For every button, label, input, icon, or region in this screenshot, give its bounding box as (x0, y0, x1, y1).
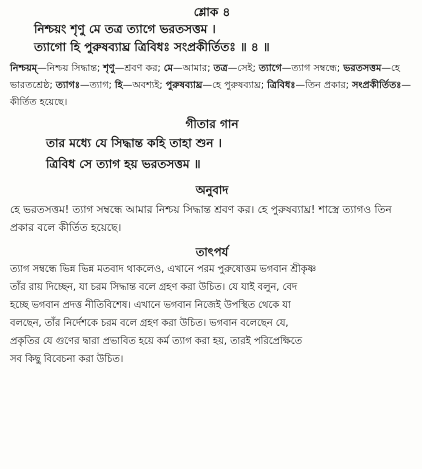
synonym-item: মে—আমার; (163, 63, 214, 74)
synonym-item: হি—অবশ্যই; (114, 80, 166, 91)
song-heading: গীতার গান (185, 117, 239, 131)
purport-heading: তাৎপর্য (195, 245, 229, 259)
purport-line: সব কিছু বিবেচনা করা উচিত। (10, 354, 124, 365)
purport-line: ত্যাগ সম্বন্ধে ভিন্ন ভিন্ন মতবাদ থাকলেও, এখানে পরম পুরুষোত্তম ভগবান শ্রীকৃষ্ণ (10, 264, 316, 275)
song-line-2: ত্রিবিধ সে ত্যাগ হয় ভরতসত্তম ॥ (46, 157, 201, 171)
synonyms-block (10, 60, 414, 111)
purport-line: তাঁর রায় দিচ্ছেন, যা চরম সিদ্ধান্ত বলে গ্রহণ করা উচিত। যে যাই বলুন, বেদ (10, 282, 298, 293)
verse-line-1: নিশ্চয়ং শৃণু মে তত্র ত্যাগে ভরতসত্তম । (34, 22, 216, 36)
synonym-item: পুরুষব্যাঘ্র—হে পুরুষব্যাঘ্র; (165, 80, 268, 91)
synonym-item: ত্রিবিধঃ—তিন প্রকার; (267, 80, 353, 91)
translation-heading: অনুবাদ (195, 183, 229, 197)
song-line-1: তার মধ্যে যে সিদ্ধান্ত কহি তাহা শুন । (46, 136, 222, 150)
synonym-item: ত্যাগঃ—ত্যাগ; (55, 80, 115, 91)
purport-line: প্রকৃতির যে গুণের দ্বারা প্রভাবিত হয়ে কর্ম ত্যাগ করা হয়, তারই পরিপ্রেক্ষিতে (10, 336, 302, 347)
verse-heading: শ্লোক ৪ (193, 5, 231, 19)
synonym-item: নিশ্চয়ম্—নিশ্চয় সিদ্ধান্ত; (10, 63, 104, 74)
purport-line: হচ্ছে ভগবান প্রদত্ত নীতিবিশেষ। এখানে ভগবান নিজেই উপস্থিত থেকে যা (10, 300, 291, 311)
synonym-item: ভরতসত্তম—হে ভারতশ্রেষ্ঠ; (10, 63, 400, 91)
verse-line-2: ত্যাগো হি পুরুষব্যাঘ্র ত্রিবিধঃ সংপ্রকীর্তিতঃ ॥ ৪ ॥ (34, 40, 270, 54)
synonym-item: শৃণু—শ্রবণ কর; (103, 63, 164, 74)
synonym-item: ত্যাগে—ত্যাগ সম্বন্ধে; (258, 63, 344, 74)
purport-block (10, 261, 414, 369)
purport-line: বলছেন, তাঁর নির্দেশকে চরম বলে গ্রহণ করা উচিত। ভগবান বলেছেন যে, (10, 318, 289, 329)
synonym-item: সংপ্রকীর্তিতঃ—কীর্তিত হয়েছে। (10, 80, 411, 108)
synonym-item: তত্র—সেই; (213, 63, 259, 74)
translation-text: হে ভরতসত্তম! ত্যাগ সম্বন্ধে আমার নিশ্চয় সিদ্ধান্ত শ্রবণ কর। হে পুরুষব্যাঘ্র! শাস্ত্রে ত্যাগও তিন প্রকার বলে কীর্তিত হয়েছে। (10, 204, 392, 234)
